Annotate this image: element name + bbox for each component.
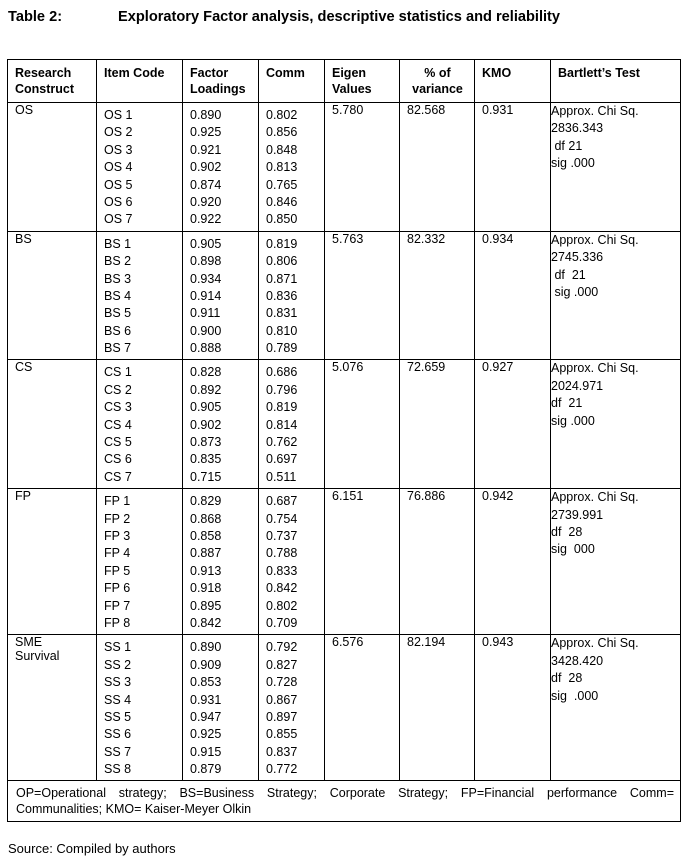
- factor-loading: 0.873: [190, 435, 222, 450]
- factor-loading-column: [183, 635, 259, 781]
- item-code: FP 7: [104, 598, 131, 613]
- bartlett-line: 2836.343: [551, 121, 604, 136]
- bartlett-line: Approx. Chi Sq.: [551, 636, 639, 651]
- communality: 0.765: [266, 177, 298, 192]
- factor-loading: 0.874: [190, 177, 222, 192]
- item-code: BS 6: [104, 323, 132, 338]
- communality-column: [259, 231, 325, 360]
- construct-group-row: [8, 360, 681, 489]
- bartlett-line: df 28: [551, 525, 583, 540]
- construct-name: CS: [15, 360, 33, 375]
- communality: 0.819: [266, 236, 298, 251]
- bartlett-line: Approx. Chi Sq.: [551, 361, 639, 376]
- communality: 0.827: [266, 657, 298, 672]
- construct-group-row: [8, 103, 681, 232]
- factor-loading: 0.925: [190, 727, 222, 742]
- header-line: Eigen: [332, 66, 367, 80]
- item-code: FP 1: [104, 494, 131, 509]
- variance-percent: 82.332: [400, 231, 475, 360]
- eigen-value: 5.763: [325, 231, 400, 360]
- header-line: variance: [412, 82, 463, 96]
- item-code: BS 3: [104, 271, 132, 286]
- factor-loading: 0.890: [190, 108, 222, 122]
- construct-cell: [8, 360, 97, 489]
- communality: 0.789: [266, 341, 298, 356]
- bartlett-line: df 28: [551, 671, 583, 686]
- factor-loading: 0.715: [190, 469, 222, 484]
- header-bartlett: [551, 60, 681, 103]
- item-code: OS 3: [104, 142, 133, 157]
- item-code-column: [97, 360, 183, 489]
- header-line: Bartlett’s Test: [558, 66, 640, 80]
- header-line: Loadings: [190, 82, 246, 96]
- bartlett-line: sig .000: [551, 688, 599, 703]
- item-code: OS 6: [104, 194, 133, 209]
- communality-column: [259, 489, 325, 635]
- factor-loading: 0.947: [190, 709, 222, 724]
- factor-loading: 0.853: [190, 675, 222, 690]
- factor-loading: 0.900: [190, 323, 222, 338]
- construct-group-row: [8, 489, 681, 635]
- header-kmo: [475, 60, 551, 103]
- item-code: CS 1: [104, 365, 132, 380]
- item-code: SS 4: [104, 692, 132, 707]
- factor-loading: 0.934: [190, 271, 222, 286]
- factor-analysis-table: [7, 59, 681, 822]
- eigen-value: 6.576: [325, 635, 400, 781]
- header-line: Comm: [266, 66, 305, 80]
- header-line: KMO: [482, 66, 512, 80]
- bartlett-line: 2745.336: [551, 250, 604, 265]
- bartlett-line: Approx. Chi Sq.: [551, 490, 639, 505]
- factor-loading: 0.890: [190, 640, 222, 655]
- communality: 0.754: [266, 511, 298, 526]
- item-code: OS 1: [104, 108, 133, 122]
- communality: 0.814: [266, 417, 298, 432]
- item-code: OS 4: [104, 160, 133, 175]
- item-code: BS 2: [104, 254, 132, 269]
- communality: 0.802: [266, 108, 298, 122]
- header-line: Research: [15, 66, 72, 80]
- communality: 0.897: [266, 709, 298, 724]
- item-code: FP 6: [104, 581, 131, 596]
- item-code-column: [97, 103, 183, 232]
- factor-loading-column: [183, 489, 259, 635]
- communality: 0.867: [266, 692, 298, 707]
- item-code: SS 8: [104, 762, 132, 777]
- factor-loading: 0.888: [190, 341, 222, 356]
- communality: 0.833: [266, 563, 298, 578]
- bartlett-line: 2739.991: [551, 507, 604, 522]
- factor-loading: 0.895: [190, 598, 222, 613]
- eigen-value: 5.076: [325, 360, 400, 489]
- kmo-value: 0.931: [475, 103, 551, 232]
- item-code: SS 5: [104, 709, 132, 724]
- footnote-row: [8, 781, 681, 822]
- variance-percent: 82.568: [400, 103, 475, 232]
- item-code: FP 4: [104, 546, 131, 561]
- item-code: CS 7: [104, 469, 132, 484]
- communality: 0.850: [266, 212, 298, 227]
- communality: 0.762: [266, 435, 298, 450]
- factor-loading: 0.902: [190, 160, 222, 175]
- factor-loading: 0.905: [190, 236, 222, 251]
- item-code: FP 2: [104, 511, 131, 526]
- item-code: BS 7: [104, 341, 132, 356]
- construct-name: Survival: [15, 649, 60, 664]
- bartlett-line: 2024.971: [551, 378, 604, 393]
- communality: 0.810: [266, 323, 298, 338]
- factor-loading: 0.918: [190, 581, 222, 596]
- communality: 0.855: [266, 727, 298, 742]
- communality: 0.836: [266, 288, 298, 303]
- kmo-value: 0.942: [475, 489, 551, 635]
- communality: 0.837: [266, 744, 298, 759]
- variance-percent: 82.194: [400, 635, 475, 781]
- construct-name: FP: [15, 489, 31, 504]
- header-line: Factor: [190, 66, 229, 80]
- communality: 0.511: [266, 469, 297, 484]
- item-code: SS 1: [104, 640, 132, 655]
- item-code: SS 3: [104, 675, 132, 690]
- communality: 0.686: [266, 365, 298, 380]
- communality: 0.728: [266, 675, 298, 690]
- bartlett-line: df 21: [551, 396, 583, 411]
- factor-loading: 0.835: [190, 452, 222, 467]
- communality: 0.848: [266, 142, 298, 157]
- header-factor-loadings: [183, 60, 259, 103]
- bartlett-test: [551, 103, 681, 232]
- header-variance: [400, 60, 475, 103]
- communality: 0.831: [266, 306, 298, 321]
- construct-group-row: [8, 635, 681, 781]
- factor-loading: 0.911: [190, 306, 221, 321]
- eigen-value: 5.780: [325, 103, 400, 232]
- communality-column: [259, 635, 325, 781]
- item-code: SS 7: [104, 744, 132, 759]
- table-title: Exploratory Factor analysis, descriptive statistics and reliability: [118, 9, 561, 25]
- header-line: Values: [332, 82, 372, 96]
- communality: 0.697: [266, 452, 298, 467]
- item-code: FP 8: [104, 615, 131, 630]
- communality: 0.806: [266, 254, 298, 269]
- bartlett-line: sig .000: [551, 156, 595, 171]
- construct-cell: [8, 231, 97, 360]
- communality-column: [259, 360, 325, 489]
- factor-loading: 0.905: [190, 400, 222, 415]
- item-code: OS 2: [104, 125, 133, 140]
- communality: 0.846: [266, 194, 298, 209]
- header-line: % of: [424, 66, 451, 80]
- item-code: BS 1: [104, 236, 132, 251]
- item-code: BS 5: [104, 306, 132, 321]
- construct-name: BS: [15, 231, 32, 246]
- factor-loading: 0.925: [190, 125, 222, 140]
- communality: 0.788: [266, 546, 298, 561]
- factor-loading-column: [183, 360, 259, 489]
- bartlett-line: df 21: [551, 267, 586, 282]
- communality: 0.772: [266, 762, 298, 777]
- construct-cell: [8, 489, 97, 635]
- communality: 0.819: [266, 400, 298, 415]
- factor-loading: 0.902: [190, 417, 222, 432]
- source-note: Source: Compiled by authors: [8, 841, 176, 856]
- communality: 0.842: [266, 581, 298, 596]
- bartlett-test: [551, 231, 681, 360]
- communality-column: [259, 103, 325, 232]
- item-code: CS 6: [104, 452, 132, 467]
- bartlett-test: [551, 635, 681, 781]
- header-eigen-values: [325, 60, 400, 103]
- kmo-value: 0.934: [475, 231, 551, 360]
- item-code: OS 7: [104, 212, 133, 227]
- factor-loading-column: [183, 231, 259, 360]
- bartlett-line: Approx. Chi Sq.: [551, 104, 639, 118]
- factor-loading: 0.922: [190, 212, 222, 227]
- bartlett-line: Approx. Chi Sq.: [551, 232, 639, 247]
- table-caption: [8, 6, 686, 28]
- factor-loading: 0.921: [190, 142, 222, 157]
- table-label: Table 2:: [8, 9, 63, 25]
- item-code: CS 2: [104, 382, 132, 397]
- factor-loading: 0.858: [190, 528, 222, 543]
- construct-name: OS: [15, 103, 34, 117]
- header-line: Construct: [15, 82, 75, 96]
- factor-loading: 0.887: [190, 546, 222, 561]
- factor-loading: 0.898: [190, 254, 222, 269]
- factor-loading: 0.909: [190, 657, 222, 672]
- eigen-value: 6.151: [325, 489, 400, 635]
- bartlett-test: [551, 360, 681, 489]
- item-code-column: [97, 231, 183, 360]
- factor-loading: 0.913: [190, 563, 222, 578]
- item-code-column: [97, 489, 183, 635]
- factor-loading: 0.828: [190, 365, 222, 380]
- item-code: CS 5: [104, 435, 132, 450]
- header-line: Item Code: [104, 66, 165, 80]
- construct-cell: [8, 103, 97, 232]
- communality: 0.856: [266, 125, 298, 140]
- header-item-code: [97, 60, 183, 103]
- communality: 0.687: [266, 494, 298, 509]
- kmo-value: 0.927: [475, 360, 551, 489]
- factor-loading-column: [183, 103, 259, 232]
- factor-loading: 0.892: [190, 382, 222, 397]
- item-code: FP 5: [104, 563, 131, 578]
- variance-percent: 76.886: [400, 489, 475, 635]
- item-code: SS 2: [104, 657, 132, 672]
- bartlett-line: 3428.420: [551, 653, 604, 668]
- factor-loading: 0.829: [190, 494, 222, 509]
- item-code: BS 4: [104, 288, 132, 303]
- communality: 0.737: [266, 528, 298, 543]
- item-code: FP 3: [104, 528, 131, 543]
- bartlett-test: [551, 489, 681, 635]
- construct-cell: [8, 635, 97, 781]
- construct-group-row: [8, 231, 681, 360]
- bartlett-line: sig .000: [551, 284, 599, 299]
- item-code: CS 4: [104, 417, 132, 432]
- communality: 0.792: [266, 640, 298, 655]
- communality: 0.813: [266, 160, 298, 175]
- bartlett-line: df 21: [551, 138, 583, 153]
- abbreviation-note: OP=Operational strategy; BS=Business Strategy; Corporate Strategy; FP=Financial performance Comm= Communalities; KMO= Kaiser-Meyer Olkin: [8, 781, 681, 822]
- item-code: CS 3: [104, 400, 132, 415]
- factor-loading: 0.915: [190, 744, 222, 759]
- factor-loading: 0.868: [190, 511, 222, 526]
- factor-loading: 0.879: [190, 762, 222, 777]
- factor-loading: 0.842: [190, 615, 222, 630]
- header-row: [8, 60, 681, 103]
- header-comm: [259, 60, 325, 103]
- item-code: SS 6: [104, 727, 132, 742]
- communality: 0.796: [266, 382, 298, 397]
- communality: 0.802: [266, 598, 298, 613]
- variance-percent: 72.659: [400, 360, 475, 489]
- factor-loading: 0.931: [190, 692, 222, 707]
- item-code-column: [97, 635, 183, 781]
- header-construct: [8, 60, 97, 103]
- item-code: OS 5: [104, 177, 133, 192]
- bartlett-line: sig 000: [551, 542, 595, 557]
- bartlett-line: sig .000: [551, 413, 595, 428]
- communality: 0.709: [266, 615, 298, 630]
- factor-loading: 0.920: [190, 194, 222, 209]
- kmo-value: 0.943: [475, 635, 551, 781]
- construct-name: SME: [15, 635, 43, 650]
- factor-loading: 0.914: [190, 288, 222, 303]
- communality: 0.871: [266, 271, 298, 286]
